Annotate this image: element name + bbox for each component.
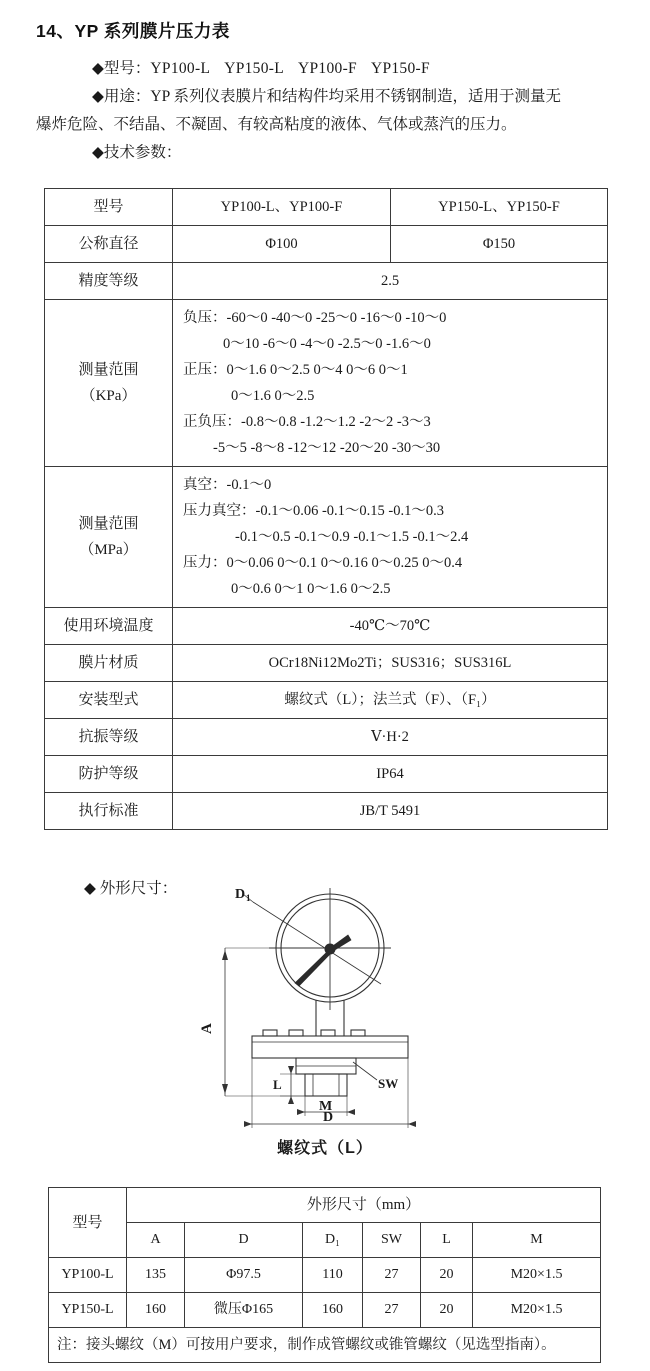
dim-d-arrow-left xyxy=(244,1121,252,1127)
spec-value-diameter-100: Φ100 xyxy=(173,226,391,263)
spec-label-range-kpa xyxy=(45,300,173,467)
dim-row1-a: 135 xyxy=(127,1258,185,1293)
dim-table-note-row xyxy=(49,1328,601,1363)
table-row xyxy=(45,263,608,300)
model-value-2: YP150-L xyxy=(224,60,285,77)
kpa-line-1: 负压：-60～0 -40～0 -25～0 -16～0 -10～0 xyxy=(183,310,447,326)
label-d1-subscript: 1 xyxy=(246,893,251,903)
dim-d-arrow-right xyxy=(408,1121,416,1127)
dim-row2-d1: 160 xyxy=(303,1293,363,1328)
spec-value-diameter-150: Φ150 xyxy=(391,226,608,263)
dim-subheader-d1: D₁ xyxy=(303,1223,363,1258)
dim-m-arrow-left xyxy=(297,1109,305,1115)
dim-row2-sw: 27 xyxy=(363,1293,421,1328)
intro-block xyxy=(36,55,616,167)
spec-value-standard: JB/T 5491 xyxy=(173,793,608,830)
table-row xyxy=(45,189,608,226)
spec-value-model-100: YP100-L、YP100-F xyxy=(173,189,391,226)
table-row xyxy=(45,793,608,830)
flange-plate xyxy=(252,1036,408,1058)
mpa-line-1: 真空：-0.1～0 xyxy=(183,477,272,493)
spec-label-model: 型号 xyxy=(45,189,173,226)
spec-value-range-kpa xyxy=(173,300,608,467)
table-row xyxy=(45,756,608,793)
dim-m-arrow-right xyxy=(347,1109,355,1115)
mpa-line-2: 压力真空：-0.1～0.06 -0.1～0.15 -0.1～0.3 xyxy=(183,503,444,519)
dim-row2-a: 160 xyxy=(127,1293,185,1328)
model-value-4: YP150-F xyxy=(370,60,430,77)
dimension-table xyxy=(48,1187,601,1363)
dim-header-model: 型号 xyxy=(49,1188,127,1258)
dim-a-arrow-top xyxy=(222,950,228,960)
spec-label-vibration: 抗振等级 xyxy=(45,719,173,756)
dim-row2-l: 20 xyxy=(421,1293,473,1328)
usage-label: ◆用途： xyxy=(92,88,151,105)
thread-body xyxy=(305,1074,347,1096)
usage-line-second: 爆炸危险、不结晶、不凝固、有较高粘度的液体、气体或蒸汽的压力。 xyxy=(36,116,517,133)
spec-label-mounting: 安装型式 xyxy=(45,682,173,719)
dim-subheader-sw: SW xyxy=(363,1223,421,1258)
spec-label-range-mpa xyxy=(45,467,173,608)
flange-bolt-1 xyxy=(263,1030,277,1036)
usage-line-first xyxy=(36,83,616,111)
table-row xyxy=(45,608,608,645)
usage-text-line1: YP 系列仪表膜片和结构件均采用不锈钢制造，适用于测量无 xyxy=(150,88,562,105)
range-mpa-label-line1: 测量范围 xyxy=(78,516,139,532)
label-m: M xyxy=(319,1099,333,1114)
gauge-pointer-hub xyxy=(325,944,335,954)
table-row xyxy=(45,645,608,682)
dimensions-heading: ◆ 外形尺寸： xyxy=(84,880,178,897)
mpa-line-3: -0.1～0.5 -0.1～0.9 -0.1～1.5 -0.1～2.4 xyxy=(235,529,469,545)
mpa-line-5: 0～0.6 0～1 0～1.6 0～2.5 xyxy=(231,581,391,597)
dim-row2-m: M20×1.5 xyxy=(473,1293,601,1328)
model-value-3: YP100-F xyxy=(298,60,357,77)
dim-row2-model: YP150-L xyxy=(49,1293,127,1328)
table-row-mpa xyxy=(45,467,608,608)
spec-value-accuracy: 2.5 xyxy=(173,263,608,300)
spec-label-diameter: 公称直径 xyxy=(45,226,173,263)
table-row-kpa xyxy=(45,300,608,467)
dim-row1-d1: 110 xyxy=(303,1258,363,1293)
dim-table-header-row xyxy=(49,1188,601,1223)
model-value-1: YP100-L xyxy=(150,60,211,77)
kpa-line-5: 正负压：-0.8～0.8 -1.2～1.2 -2～2 -3～3 xyxy=(183,414,431,430)
table-row xyxy=(45,719,608,756)
range-mpa-label-line2: （MPa） xyxy=(79,542,138,558)
label-a: A xyxy=(199,1023,215,1034)
spec-value-material: OCr18Ni12Mo2Ti；SUS316；SUS316L xyxy=(173,645,608,682)
label-d1: D xyxy=(235,888,246,902)
dim-l-arrow-bottom xyxy=(288,1096,294,1104)
table-row xyxy=(45,682,608,719)
figure-caption: 螺纹式（L） xyxy=(277,1140,373,1157)
dim-a-arrow-bottom xyxy=(222,1084,228,1094)
mpa-line-4: 压力：0～0.06 0～0.1 0～0.16 0～0.25 0～0.4 xyxy=(183,555,463,571)
dim-subheader-m: M xyxy=(473,1223,601,1258)
model-label: ◆型号： xyxy=(92,60,151,77)
range-kpa-label-line1: 测量范围 xyxy=(78,362,139,378)
label-l: L xyxy=(273,1077,282,1092)
kpa-line-2: 0～10 -6～0 -4～0 -2.5～0 -1.6～0 xyxy=(223,336,431,352)
kpa-line-6: -5～5 -8～8 -12～12 -20～20 -30～30 xyxy=(213,440,441,456)
spec-table xyxy=(44,188,608,830)
dim-row2-d: 微压Φ165 xyxy=(185,1293,303,1328)
sw-leader-line xyxy=(353,1062,377,1080)
spec-label-accuracy: 精度等级 xyxy=(45,263,173,300)
gauge-outline-drawing xyxy=(185,888,475,1128)
kpa-line-4: 0～1.6 0～2.5 xyxy=(231,388,315,404)
kpa-line-3: 正压：0～1.6 0～2.5 0～4 0～6 0～1 xyxy=(183,362,408,378)
model-line xyxy=(36,55,616,83)
spec-value-temperature: -40℃～70℃ xyxy=(173,608,608,645)
spec-value-mounting: 螺纹式（L）；法兰式（F）、（F₁） xyxy=(173,682,608,719)
table-row xyxy=(49,1258,601,1293)
d1-leader-line xyxy=(253,902,381,984)
dim-row1-l: 20 xyxy=(421,1258,473,1293)
dim-table-note: 注：接头螺纹（M）可按用户要求，制作成管螺纹或锥管螺纹（见选型指南）。 xyxy=(49,1328,601,1363)
gauge-pointer-tail xyxy=(295,950,332,986)
spec-value-range-mpa xyxy=(173,467,608,608)
flange-bolt-4 xyxy=(351,1030,365,1036)
dim-row1-sw: 27 xyxy=(363,1258,421,1293)
flange-bolt-3 xyxy=(321,1030,335,1036)
spec-value-vibration: Ⅴ·H·2 xyxy=(173,719,608,756)
dim-subheader-a: A xyxy=(127,1223,185,1258)
spec-label-material: 膜片材质 xyxy=(45,645,173,682)
dim-l-arrow-top xyxy=(288,1066,294,1074)
dim-header-span: 外形尺寸（mm） xyxy=(127,1188,601,1223)
label-sw: SW xyxy=(378,1076,399,1091)
table-row xyxy=(49,1293,601,1328)
dim-table-subheader-row xyxy=(49,1223,601,1258)
dim-subheader-l: L xyxy=(421,1223,473,1258)
spec-label-standard: 执行标准 xyxy=(45,793,173,830)
label-d: D xyxy=(323,1110,334,1125)
spec-label-protection: 防护等级 xyxy=(45,756,173,793)
page-title: 14、YP 系列膜片压力表 xyxy=(36,21,230,41)
spec-value-model-150: YP150-L、YP150-F xyxy=(391,189,608,226)
spec-label-temperature: 使用环境温度 xyxy=(45,608,173,645)
table-row xyxy=(45,226,608,263)
dim-row1-m: M20×1.5 xyxy=(473,1258,601,1293)
range-kpa-label-line2: （KPa） xyxy=(80,388,137,404)
dim-row1-model: YP100-L xyxy=(49,1258,127,1293)
spec-value-protection: IP64 xyxy=(173,756,608,793)
params-label: ◆技术参数： xyxy=(92,144,182,161)
dim-row1-d: Φ97.5 xyxy=(185,1258,303,1293)
dim-subheader-d: D xyxy=(185,1223,303,1258)
flange-bolt-2 xyxy=(289,1030,303,1036)
gauge-drawing-svg xyxy=(185,888,475,1128)
